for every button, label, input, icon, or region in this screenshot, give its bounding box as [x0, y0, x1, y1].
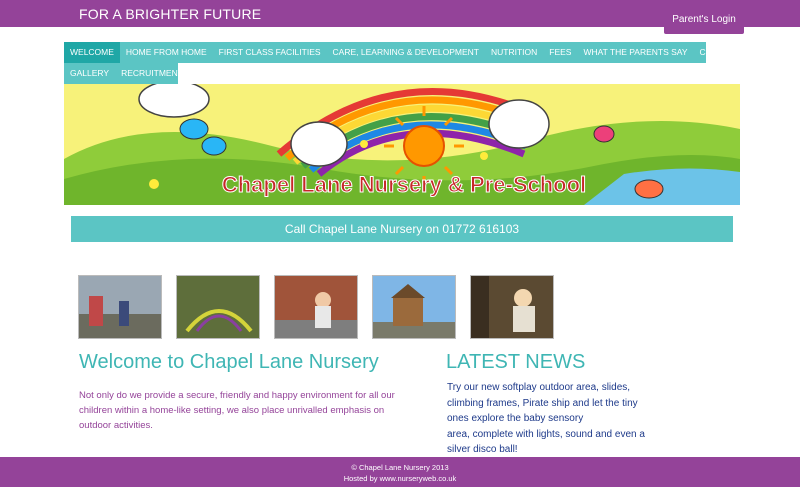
thumb-photo-1[interactable]	[78, 275, 162, 339]
photo-thumbnails	[78, 275, 554, 339]
main-nav	[64, 42, 754, 84]
nav-home-from-home[interactable]: HOME FROM HOME	[125, 47, 207, 57]
thumb-photo-5[interactable]	[470, 275, 554, 339]
nav-contact-us[interactable]: CONTACT US	[699, 47, 754, 57]
parents-login-button[interactable]: Parent's Login	[664, 5, 744, 34]
banner-title: Chapel Lane Nursery & Pre-School	[221, 172, 587, 197]
nav-nutrition[interactable]: NUTRITION	[490, 47, 538, 57]
nav-gallery[interactable]: GALLERY	[70, 68, 110, 78]
nav-row-2	[64, 63, 183, 84]
nav-care-learning[interactable]: CARE, LEARNING & DEVELOPMENT	[332, 47, 479, 57]
thumb-photo-2[interactable]	[176, 275, 260, 339]
call-bar[interactable]: Call Chapel Lane Nursery on 01772 616103	[71, 216, 733, 242]
nav-first-class-facilities[interactable]: FIRST CLASS FACILITIES	[218, 47, 321, 57]
tagline: FOR A BRIGHTER FUTURE	[79, 6, 262, 22]
banner-illustration	[64, 84, 740, 205]
nav-row-1	[64, 42, 754, 63]
latest-news-title: LATEST NEWS	[446, 351, 586, 373]
nav-parents-say[interactable]: WHAT THE PARENTS SAY	[583, 47, 688, 57]
footer	[0, 457, 800, 487]
nav-fees[interactable]: FEES	[549, 47, 572, 57]
footer-hosted[interactable]: Hosted by www.nurseryweb.co.uk	[343, 474, 457, 483]
latest-news-text	[447, 380, 657, 458]
news-line-2: area, complete with lights, sound and even a silver disco ball!	[447, 428, 645, 455]
footer-copyright: © Chapel Lane Nursery 2013	[351, 463, 449, 472]
nav-recruitment[interactable]: RECRUITMENT	[121, 68, 183, 78]
nav-welcome[interactable]: WELCOME	[64, 42, 120, 63]
welcome-text: Not only do we provide a secure, friendly and happy environment for all our children within a home-like setting, we also place unrivalled emphasis on outdoor activities.	[79, 390, 395, 431]
welcome-title: Welcome to Chapel Lane Nursery	[79, 351, 379, 373]
news-line-1: Try our new softplay outdoor area, slides, climbing frames, Pirate ship and let the tiny ones explore the baby sensory	[447, 382, 638, 424]
hero-banner	[64, 84, 740, 205]
thumb-photo-3[interactable]	[274, 275, 358, 339]
thumb-photo-4[interactable]	[372, 275, 456, 339]
